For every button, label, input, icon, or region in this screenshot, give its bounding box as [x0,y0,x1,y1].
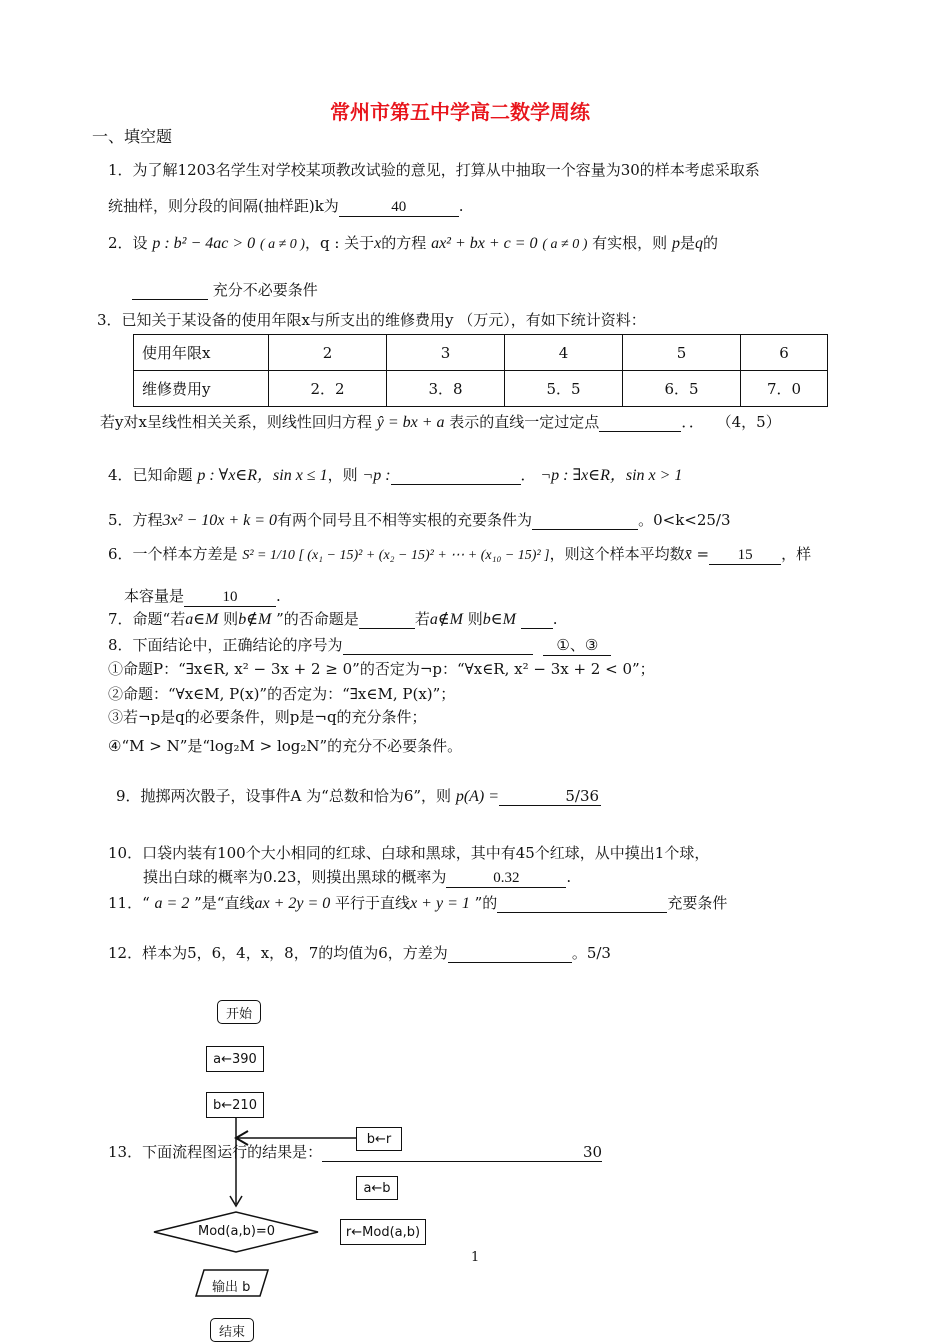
q6-end: . [276,587,281,605]
q8-text: 8．下面结论中，正确结论的序号为 [108,636,343,654]
q1-answer: 40 [339,199,459,217]
q4-answer: ¬p : ∃x∈R，sin x > 1 [540,467,683,484]
q12-end: 。 [571,944,587,962]
q6-expr: S² = 1/10 [ (x₁ − 15)² + (x₂ − 15)² + ⋯ + (x₁₀ − 15)² ] [242,548,550,563]
q2-x: x [374,235,382,252]
flow-r-mod: r←Mod(a,b) [340,1219,426,1245]
q6-answer2: 10 [184,589,276,607]
year-cell: 6 [741,335,828,371]
cost-cell: 3．8 [387,371,505,407]
q7-prefix: 7．命题“若 [108,610,186,628]
q2-of: 的 [702,234,718,252]
q11-answer: 充要条件 [667,894,728,912]
q1-text: 统抽样，则分段的间隔(抽样距)k为 [108,197,339,215]
q11-mid3: ”的 [474,894,498,912]
q7-a1: a∈M [185,611,219,628]
page-number: 1 [471,1250,480,1265]
q3-regression: ŷ = bx + a [376,414,445,431]
q10-end: . [566,868,572,886]
q2-prefix: 2．设 [108,234,148,252]
q6-xbar: x̄ [684,546,692,563]
q3-follow-a: 若y对x呈线性相关关系，则线性回归方程 [100,413,372,431]
q8-item3: ③若¬p是q的必要条件，则p是¬q的充分条件； [108,708,427,726]
q9-answer: 5/36 [499,787,601,806]
q10-text: 摸出白球的概率为0.23，则摸出黑球的概率为 [143,868,447,886]
year-cell: 3 [387,335,505,371]
q11-line2: x + y = 1 [410,895,470,912]
cost-cell: 2．2 [269,371,387,407]
q2-mid: 有实根，则 [592,234,668,252]
cost-cell: 6．5 [623,371,741,407]
q3-answer: （4，5） [716,413,781,431]
q4-p-expr: p : ∀x∈R，sin x ≤ 1 [197,467,328,484]
q11-prefix: 11．“ [108,894,150,912]
q8-item4: ④“M > N”是“log₂M > log₂N”的充分不必要条件。 [108,737,463,755]
q12-answer: 5/3 [586,944,611,962]
q11-mid1: ”是“直线 [194,894,255,912]
year-cell: 5 [623,335,741,371]
q7-a2: a∉M [429,611,463,628]
q6-tail: ，样 [781,545,812,563]
q4-notp: ¬p : [362,467,391,484]
q10-answer: 0.32 [446,870,566,888]
q3-follow-b: 表示的直线一定过定点 [449,413,600,431]
q2-answer: 充分不必要条件 [212,281,318,299]
q13-answer: 30 [322,1143,602,1162]
q10-line1: 10．口袋内装有100个大小相同的红球、白球和黑球，其中有45个红球，从中摸出1个球， [108,844,710,862]
q2-p: p [671,235,680,252]
q7-mid: ”的否命题是 [276,610,359,628]
q7-end: . [552,610,558,628]
q6-eq: = [696,545,710,563]
q7-b2: b∈M [482,611,516,628]
q12-text: 12．样本为5，6，4，x，8，7的均值为6，方差为 [108,944,448,962]
q2-q: q [694,235,703,252]
q1-end: . [458,197,464,215]
q2-eq-text: 的方程 [381,234,427,252]
flow-b-assign: b←210 [206,1092,264,1118]
q5-expr: 3x² − 10x + k = 0 [162,512,278,529]
q5-prefix: 5．方程 [108,511,163,529]
q6-answer1: 15 [709,547,781,565]
q5-text: 有两个同号且不相等实根的充要条件为 [277,511,533,529]
q2-q-expr: ax² + bx + c = 0 [431,235,538,252]
q7-b1: b∉M [238,611,272,628]
row2-label: 维修费用y [134,371,269,407]
row1-label: 使用年限x [134,335,269,371]
cost-cell: 5．5 [505,371,623,407]
q11-mid2: 平行于直线 [335,894,411,912]
q6-prefix: 6．一个样本方差是 [108,545,238,563]
q8-answer: ①、③ [543,634,611,656]
q8-item1: ①命题P：“∃x∈R, x² − 3x + 2 ≥ 0”的否定为¬p：“∀x∈R, x² − 3x + 2 < 0”； [108,660,655,678]
flow-a-b: a←b [356,1176,398,1200]
flow-decision: Mod(a,b)=0 [198,1224,276,1239]
q6-line2-text: 本容量是 [124,587,185,605]
flow-output: 输出 b [212,1280,251,1295]
q7-ruo: 若 [414,610,430,628]
q9-text: 9．抛掷两次骰子，设事件A 为“总数和恰为6”，则 [116,787,452,805]
flow-end: 结束 [210,1318,254,1342]
q5-end: 。 [638,511,654,529]
year-cell: 2 [269,335,387,371]
q4-dot: ． [520,466,536,484]
q2-cond2: ( a ≠ 0 ) [542,237,588,252]
q4-prefix: 4．已知命题 [108,466,193,484]
q6-mid: ，则这个样本平均数 [549,545,685,563]
q4-mid: ，则 [327,466,358,484]
q11-a-expr: a = 2 [154,895,190,912]
q13-text: 13．下面流程图运行的结果是： [108,1143,323,1161]
q7-then1: 则 [223,610,239,628]
q3-end: ．． [681,413,704,431]
page-title: 常州市第五中学高二数学周练 [330,100,590,124]
section-heading: 一、填空题 [92,127,173,146]
q11-line1: ax + 2y = 0 [254,895,331,912]
flow-b-r: b←r [356,1127,402,1151]
flow-start: 开始 [217,1000,261,1024]
q7-then2: 则 [467,610,483,628]
q2-cond1: ( a ≠ 0 ) [259,237,305,252]
q1-line1: 1．为了解1203名学生对学校某项教改试验的意见，打算从中抽取一个容量为30的样本考虑采取系 [108,161,760,179]
cost-cell: 7．0 [741,371,828,407]
q8-item2: ②命题：“∀x∈M, P(x)”的否定为：“∃x∈M, P(x)”； [108,685,456,703]
q2-q-prefix: ，q : 关于 [304,234,375,252]
q3-text: 3．已知关于某设备的使用年限x与所支出的维修费用y （万元），有如下统计资料： [97,311,646,329]
flow-a-assign: a←390 [206,1046,264,1072]
q9-expr: p(A) = [455,788,500,805]
q5-answer: 0<k<25/3 [653,511,731,529]
year-cell: 4 [505,335,623,371]
q2-is: 是 [679,234,695,252]
q2-p-expr: p : b² − 4ac > 0 [152,235,256,252]
